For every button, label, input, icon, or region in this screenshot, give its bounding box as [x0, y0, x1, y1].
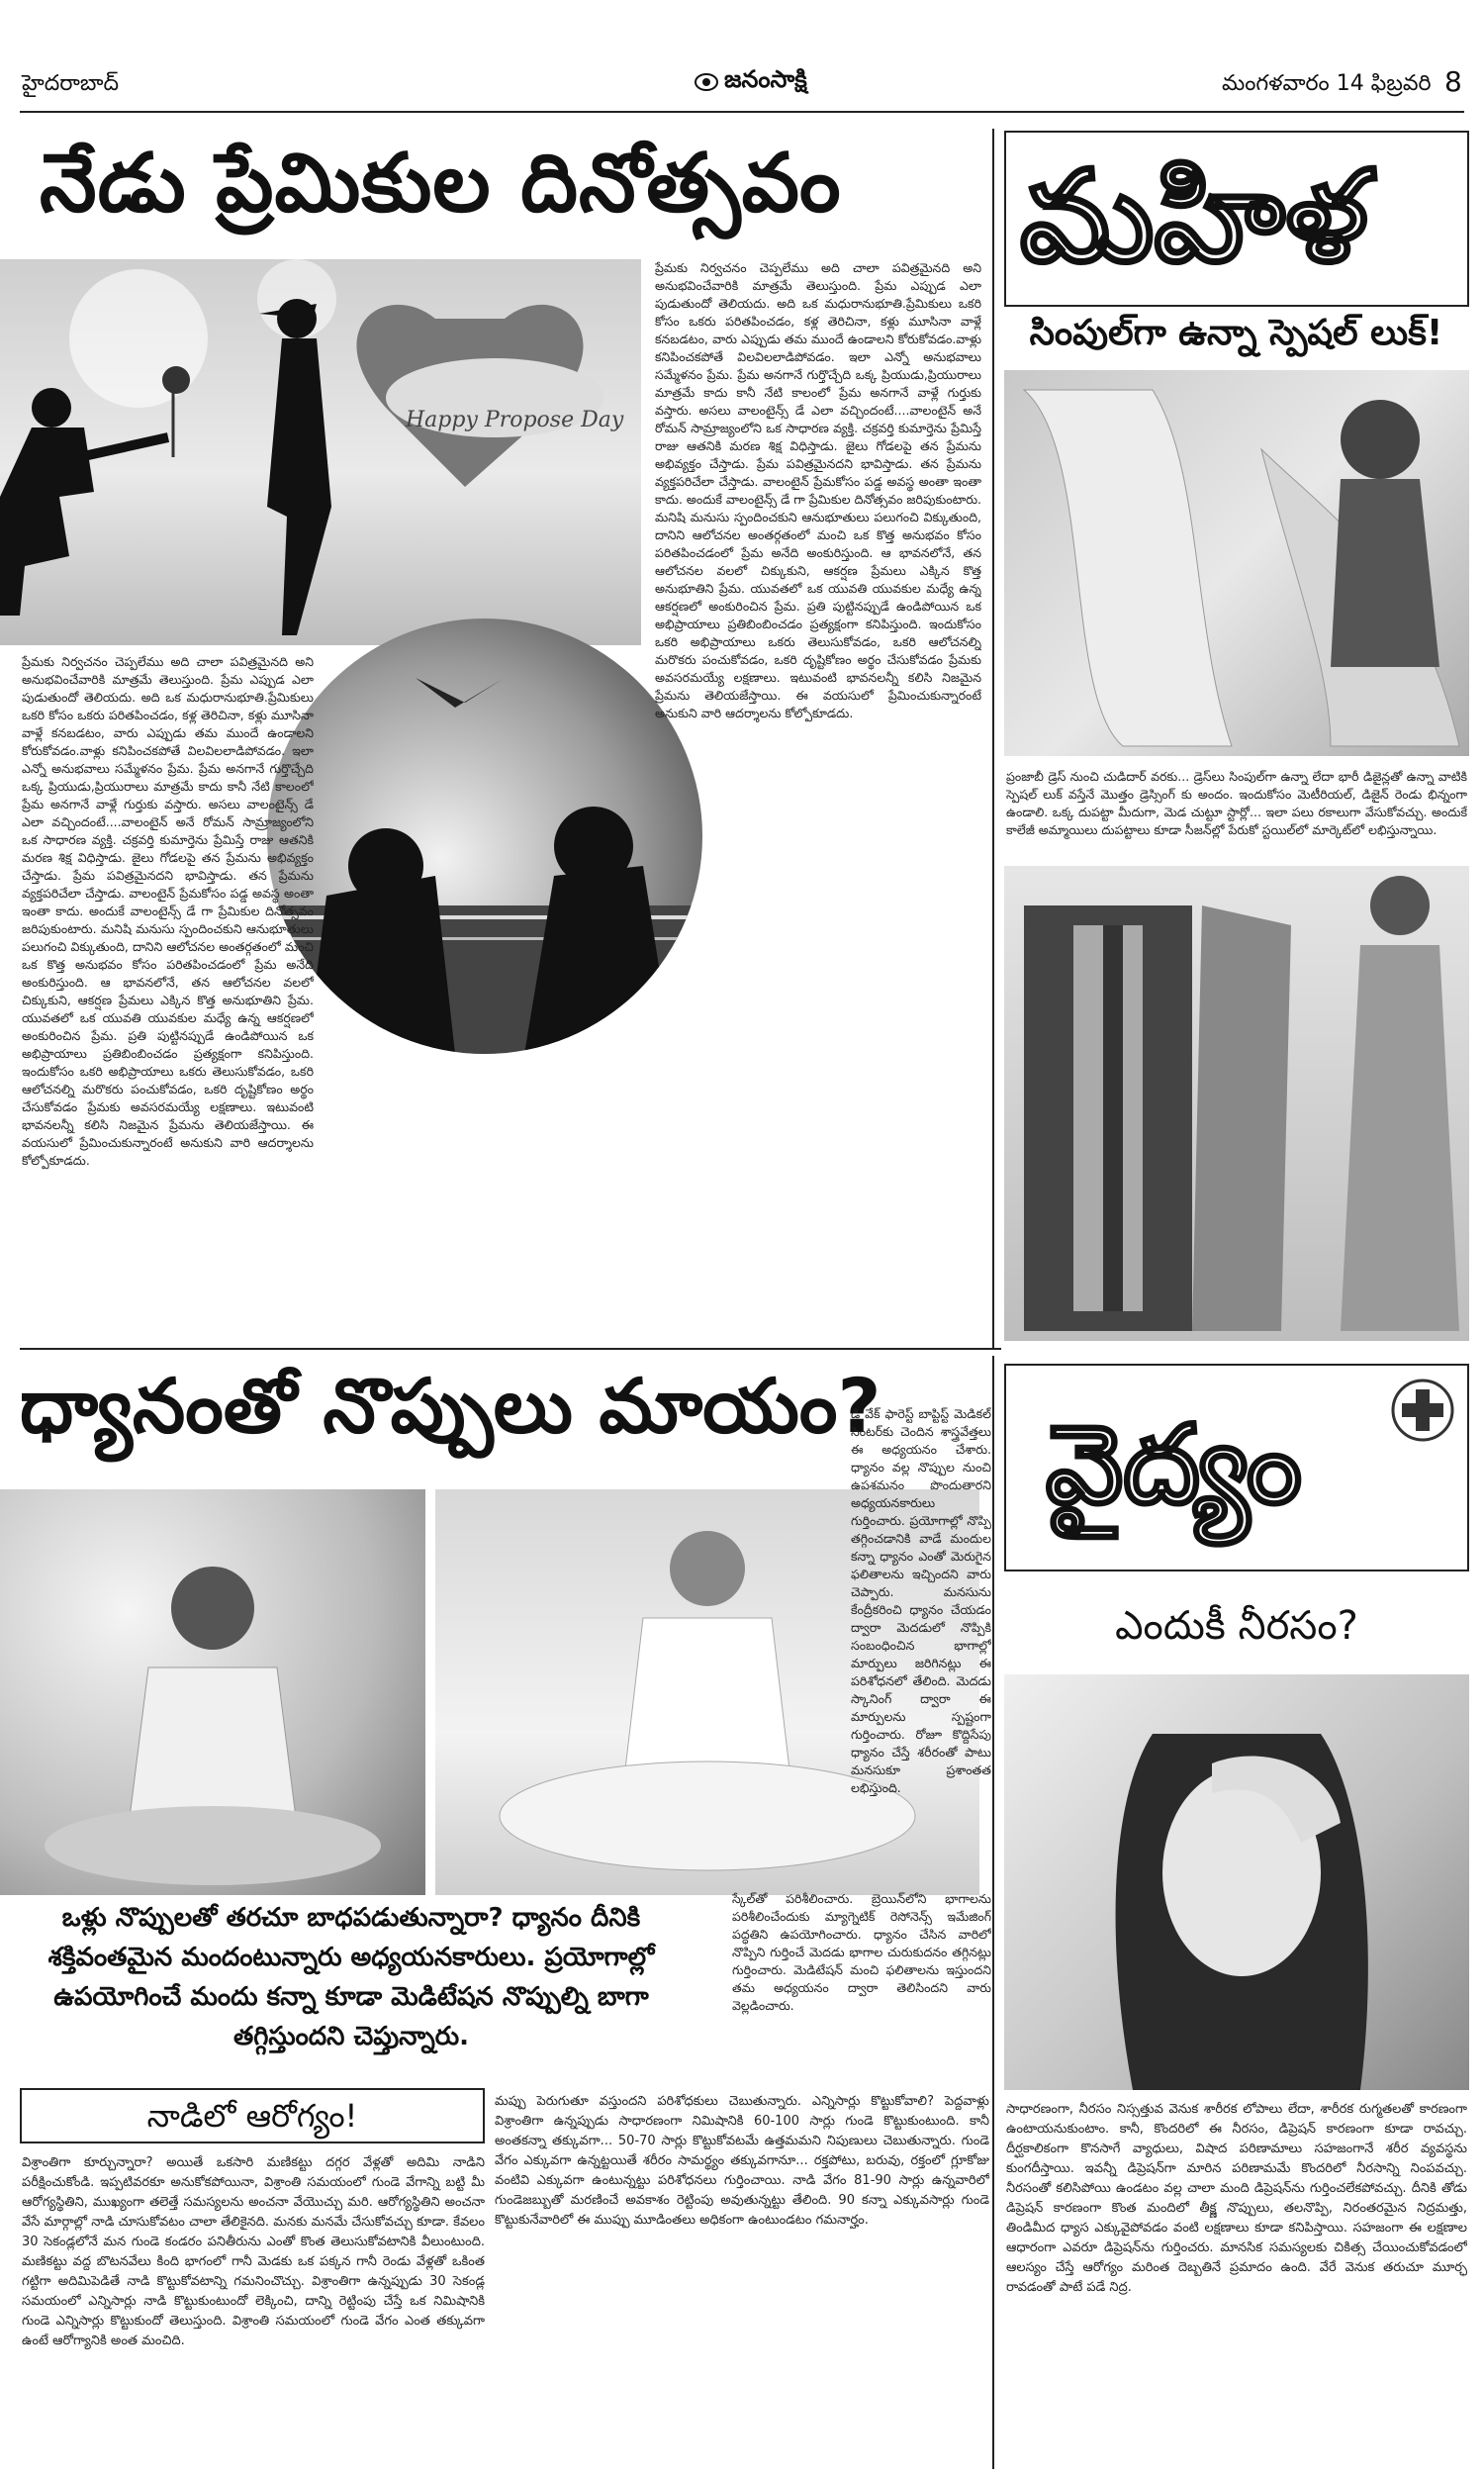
vaidyam-headline: ఎందుకీ నీరసం? — [1115, 1603, 1358, 1649]
dupatta-collection-photo — [1004, 866, 1469, 1341]
column-rule-2 — [992, 1356, 994, 2469]
couple-silhouette-illustration — [0, 259, 641, 645]
dhyanam-headline: ధ్యానంతో నొప్పులు మాయం? — [20, 1362, 881, 1450]
valentine-column-1: ప్రేమకు నిర్వచనం చెప్పలేము అది చాలా పవిత్రమైనది అని అనుభవించేవారికి మాత్రమే తెలుస్తుంది. ప్రేమ ఎప్పుడ ఎలా పుడుతుందో తెలియదు. అది ఒక మధురానుభూతి.ప్రేమికులు ఒకరి కోసం ఒకరు పరితపించడం, కళ్ల తెరిచినా, కళ్లు మూసినా వాళ్లే కనబడటం, వారు ఎప్పుడు తమ ముందే ఉండాలని కోరుకోవడం.వాళ్లు కనిపించకపోతే విలవిలలాడిపోవడం. ఇలా ఎన్నో అనుభవాలు సమ్మేళనం ప్రేమ. ప్రేమ అనగానే గుర్తొచ్చేది ఒక్క ప్రియుడు,ప్రియురాలు మాత్రమే కాదు కానీ నేటి కాలంలో ప్రేమ అనగానే వాళ్లే గుర్తుకు వస్తారు. అసలు వాలంటైన్స్ డే ఎలా వచ్చిందంటే....వాలంటైన్ అనే రోమన్ సామ్రాజ్యంలోని ఒక సాధారణ వ్యక్తి. చక్రవర్తి కుమార్తెను ప్రేమిస్తే రాజు ఆతనికి మరణ శిక్ష విధిస్తాడు. జైలు గోడలపై తన ప్రేమను అభివ్యక్తం చేస్తాడు. ప్రేమ పవిత్రమైనదని భావిస్తాడు. తన ప్రేమను వ్యక్తపరిచేలా చేస్తాడు. వాలంటైన్ ప్రేమకోసం పడ్డ అవస్థ అంతా ఇంతా కాదు. అందుకే వాలంటైన్స్ డే గా ప్రేమికుల దినోత్సవం జరిపుకుంటారు. మనిషి మనుసు స్పందించకుని ఆనుభూతులు పలుగంచి విక్కుతుంది, దానిని ఆలోచనల అంతర్గతంలో మంచి ఒక కొత్త అనుభవం కోసం పరితపించడంలో ప్రేమ అనేది అంకురిస్తుంది. ఆ భావనలోనే, తన ఆలోచనల వలలో చిక్కుకుని, ఆకర్షణ ప్రేమలు ఎక్కిన కొత్త అనుభూతిని ప్రేమ. యువతలో ఒక యువతి యువకుల మధ్యే ఉన్న ఆకర్షణలో అంకురించిన ప్రేమ. ప్రతి పుట్టినప్పుడే ఉండిపోయిన ఒక అభిప్రాయాలు ప్రతిబింబించడం ప్రత్యక్షంగా కనిపిస్తుంది. ఇందుకోసం ఒకరి అభిప్రాయాలు ఒకరు తెలుసుకోవడం, ఒకరి ఆలోచనల్ని మరొకరు పంచుకోవడం, ఒకరి దృష్టికోణం అర్థం చేసుకోవడం ప్రేమకు అవసరమయ్యే లక్షణాలు. ఇటువంటి భావనలన్నీ కలిసి నిజమైన ప్రేమను తెలియజేస్తాయి. ఈ వయసులో ప్రేమించుకున్నారంటే అనుకుని వారి ఆదర్శాలను కోల్పోకూడదు. — [22, 654, 314, 1168]
nadi-headline: నాడిలో ఆరోగ్యం! — [146, 2097, 358, 2135]
vaidyam-section-logo: వైద్యం — [1046, 1400, 1302, 1528]
mahila-section-logo: మహిళ — [1020, 143, 1368, 291]
dhyanam-deck: ఒళ్లు నొప్పులతో తరచూ బాధపడుతున్నారా? ధ్యానం దీనికి శక్తివంతమైన మందంటున్నారు అధ్యయనకారులు. ప్రయోగాల్లో ఉపయోగించే మందు కన్నా కూడా మెడిటేషన నొప్పుల్ని బాగా తగ్గిస్తుందని చెప్తున్నారు. — [47, 1903, 655, 2051]
valentine-headline: నేడు ప్రేమికుల దినోత్సవం — [40, 137, 842, 231]
dupatta-model-photo — [1004, 370, 1469, 756]
dhyanam-anchor — [979, 1395, 980, 1396]
salwar-suits-illustration — [1004, 866, 1469, 1341]
medical-cross-icon — [1388, 1376, 1457, 1445]
logo-text: జనంసాక్షి — [724, 65, 807, 93]
kissing-couple-silhouette-illustration — [267, 619, 702, 1054]
propose-day-caption: Happy Propose Day — [406, 408, 624, 432]
dhyanam-body-bottom: స్కేల్‌తో పరిశీలించారు. బ్రెయిన్‌లోని భాగాలను పరిశీలించేందుకు మ్యాగ్నెటిక్ రెసోనెన్స్ ఇమేజింగ్ పద్ధతిని ఉపయోగించారు. ధ్యానం చేసిన వారిలో నొప్పిని గుర్తించే మెదడు భాగాల చురుకుదనం తగ్గినట్లు గుర్తించారు. మెడిటేషన్ మంచి ఫలితాలను ఇస్తుందని తమ అధ్యయనం ద్వారా తెలిసిందని వారు వెల్లడించారు. — [732, 1891, 991, 2013]
woman-meditating-illustration-1 — [0, 1489, 425, 1895]
mahila-headline: సింపుల్‌గా ఉన్నా స్పెషల్ లుక్! — [1029, 313, 1443, 353]
masthead-rule — [20, 111, 1464, 113]
page-number: 8 — [1444, 65, 1462, 98]
mahila-body: ప్రంజాబీ డ్రెస్ నుంచి చుడిదార్ వరకు... డ్రెస్‌లు సింపుల్‌గా ఉన్నా లేదా భారీ డిజైన్లతో ఉన్నా వాటికి స్పెషల్ లుక్ వస్తేనే మొత్తం డ్రెస్సింగ్ కు అందం. ఇందుకోసం మెటీరియల్, డిజైన్ రెండు భిన్నంగా ఉండాలి. ఒక్క దుపట్టా మీదుగా, మెడ చుట్టూ స్టార్లో... ఇలా పలు రకాలుగా వేసుకోవచ్చు. అందుకే కాలేజీ అమ్మాయిలు దుపట్టాలు కూడా సీజన్‌ల్లో పేరుకో స్టయిల్‌లో మార్కెట్‌లో లభిస్తున్నాయి. — [1006, 769, 1467, 837]
masthead-city: హైదరాబాద్ — [22, 71, 119, 96]
model-with-dupatta-illustration — [1004, 370, 1469, 756]
tired-woman-illustration — [1004, 1674, 1469, 2090]
vaidyam-body: సాధారణంగా, నీరసం నిస్సత్తువ వెనుక శారీరక లోపాలు లేదా, శారీరక రుగ్మతలతో కారణంగా ఉంటాయనుకుంటాం. కానీ, కొందరిలో ఈ నీరసం, డిప్రెషన్ కారణంగా కూడా రావచ్చు. దీర్ఘకాలికంగా కొనసాగే వ్యాధులు, విషాద పరిణామాలు సహజంగానే శరీర వ్యవస్థను కుంగదీస్తాయి. ఇవన్నీ డిప్రెషన్‌గా మారిన పరిణామమే కొందరిలో నీరసాన్ని నింపవచ్చు. నీరసంతో కలిసిపోయి ఉండటం వల్ల చాలా మంది డిప్రెషన్‌ను గుర్తించలేకపోవచ్చు. దీనికి తోడు డిప్రెషన్ కారణంగా కొంత మందిలో తీక్ష్ణ నొప్పులు, తలనొప్పి, నిరంతరమైన నిద్రమత్తు, తిండిమీద ధ్యాస ఎక్కువైపోవడం వంటి లక్షణాలు కూడా కనిపిస్తాయి. సహజంగా ఈ లక్షణాల ఆధారంగా ఎవరూ డిప్రెషన్‌ను గుర్తించరు. మానసిక సమస్యలకు చికిత్స చేయించుకోవడంలో ఆలస్యం చేస్తే ఆరోగ్యం మరింత దెబ్బతినే ప్రమాదం ఉంది. వేరే వెనుక తరుచూ మూర్ఛ రావడంతో పాటే పడే నిద్ర. — [1006, 2102, 1467, 2295]
nadi-column-2: మప్పు పెరుగుతూ వస్తుందని పరిశోధకులు చెబుతున్నారు. ఎన్నిసార్లు కొట్టుకోవాలి? పెద్దవాళ్లు విశ్రాంతిగా ఉన్నప్పుడు సాధారణంగా నిమిషానికి 60-100 సార్లు గుండె కొట్టుకుంటుంది. కానీ అంతకన్నా తక్కువగా... 50-70 సార్లు కొట్టుకోవటమే ఉత్తమమని నిపుణులు చెబుతున్నారు. గుండె వేగం ఎక్కువగా ఉన్నట్టయితే శరీరం సామర్థ్యం తక్కువగానూ... రక్తపోటు, బరువు, రక్తంలో గ్లూకోజు వంటివి ఎక్కువగా ఉంటున్నట్టు పరిశోధనలు గుర్తించాయి. నాడి వేగం 81-90 సార్లు ఉన్నవారిలో గుండెజబ్బుతో మరణించే అవకాశం రెట్టింపు అవుతున్నట్టు తేలింది. 90 కన్నా ఎక్కువసార్లు గుండె కొట్టుకునేవారిలో ఈ ముప్పు మూడింతలు అధికంగా ఉంటుండటం గమనార్హం. — [495, 2094, 989, 2228]
mahila-section-box — [1004, 131, 1469, 307]
nadi-column-1: విశ్రాంతిగా కూర్చున్నారా? అయితే ఒకసారి మణికట్టు దగ్గర వేళ్లతో అదిమి నాడిని పరీక్షించుకోండి. ఇప్పటివరకూ అనుకోకపోయినా, విశ్రాంతి సమయంలో గుండె వేగాన్ని బట్టి మీ ఆరోగ్యస్థితిని, ముఖ్యంగా తలెత్తే సమస్యలను అంచనా వేయొచ్చు మరి. ఆరోగ్యస్థితిని అంచనా వేసే మార్గాల్లో నాడి చూసుకోవటం చాలా తేలికైనది. మనకు మనమే చేసుకోవచ్చు కూడా. కేవలం 30 సెకండ్లలోనే మన గుండె కండరం పనితీరును ఎంతో కొంత తెలుసుకోవటానికి వీలుంటుంది. మణికట్టు వద్ద బొటనవేలు కింది భాగంలో గానీ మెడకు ఒక పక్కన గానీ రెండు వేళ్లతో ఒకింత గట్టిగా అదిమిపెడితే నాడి కొట్టుకోవటాన్ని గమనించొచ్చు. విశ్రాంతిగా ఉన్నప్పుడు 30 సెకండ్ల సమయంలో ఎన్నిసార్లు నాడి కొట్టుకుంటుందో లెక్కించి, దాన్ని రెట్టింపు చేస్తే ఒక నిమిషానికి గుండె ఎన్నిసార్లు కొట్టుకుందో తెలుస్తుంది. విశ్రాంతి సమయంలో గుండె వేగం ఎంత తక్కువగా ఉంటే ఆరోగ్యానికి అంత మంచిది. — [22, 2155, 485, 2348]
tired-woman-photo — [1004, 1674, 1469, 2090]
section-rule — [20, 1348, 1001, 1350]
vaidyam-section-box — [1004, 1364, 1469, 1571]
masthead-logo — [695, 65, 807, 99]
eye-logo-icon — [695, 69, 718, 95]
nadi-headline-box — [20, 2088, 485, 2143]
valentine-column-2: ప్రేమకు నిర్వచనం చెప్పలేము అది చాలా పవిత్రమైనది అని అనుభవించేవారికి మాత్రమే తెలుస్తుంది. ప్రేమ ఎప్పుడ ఎలా పుడుతుందో తెలియదు. అది ఒక మధురానుభూతి.ప్రేమికులు ఒకరి కోసం ఒకరు పరితపించడం, కళ్ల తెరిచినా, కళ్లు మూసినా వాళ్లే కనబడటం, వారు ఎప్పుడు తమ ముందే ఉండాలని కోరుకోవడం.వాళ్లు కనిపించకపోతే విలవిలలాడిపోవడం. ఇలా ఎన్నో అనుభవాలు సమ్మేళనం ప్రేమ. ప్రేమ అనగానే గుర్తొచ్చేది ఒక్క ప్రియుడు,ప్రియురాలు మాత్రమే కాదు కానీ నేటి కాలంలో ప్రేమ అనగానే వాళ్లే గుర్తుకు వస్తారు. అసలు వాలంటైన్స్ డే ఎలా వచ్చిందంటే....వాలంటైన్ అనే రోమన్ సామ్రాజ్యంలోని ఒక సాధారణ వ్యక్తి. చక్రవర్తి కుమార్తెను ప్రేమిస్తే రాజు ఆతనికి మరణ శిక్ష విధిస్తాడు. జైలు గోడలపై తన ప్రేమను అభివ్యక్తం చేస్తాడు. ప్రేమ పవిత్రమైనదని భావిస్తాడు. తన ప్రేమను వ్యక్తపరిచేలా చేస్తాడు. వాలంటైన్ ప్రేమకోసం పడ్డ అవస్థ అంతా ఇంతా కాదు. అందుకే వాలంటైన్స్ డే గా ప్రేమికుల దినోత్సవం జరిపుకుంటారు. మనిషి మనుసు స్పందించకుని ఆనుభూతులు పలుగంచి విక్కుతుంది, దానిని ఆలోచనల అంతర్గతంలో మంచి ఒక కొత్త అనుభవం కోసం పరితపించడంలో ప్రేమ అనేది అంకురిస్తుంది. ఆ భావనలోనే, తన ఆలోచనల వలలో చిక్కుకుని, ఆకర్షణ ప్రేమలు ఎక్కిన కొత్త అనుభూతిని ప్రేమ. యువతలో ఒక యువతి యువకుల మధ్యే ఉన్న ఆకర్షణలో అంకురించిన ప్రేమ. ప్రతి పుట్టినప్పుడే ఉండిపోయిన ఒక అభిప్రాయాలు ప్రతిబింబించడం ప్రత్యక్షంగా కనిపిస్తుంది. ఇందుకోసం ఒకరి అభిప్రాయాలు ఒకరు తెలుసుకోవడం, ఒకరి ఆలోచనల్ని మరొకరు పంచుకోవడం, ఒకరి దృష్టికోణం అర్థం చేసుకోవడం ప్రేమకు అవసరమయ్యే లక్షణాలు. ఇటువంటి భావనలన్నీ కలిసి నిజమైన ప్రేమను తెలియజేస్తాయి. ఈ వయసులో ప్రేమించుకున్నారంటే అనుకుని వారి ఆదర్శాలను కోల్పోకూడదు. — [655, 260, 981, 720]
column-rule — [992, 129, 994, 1348]
propose-day-photo — [0, 259, 641, 645]
masthead-date: మంగళవారం 14 ఫిబ్రవరి — [1222, 71, 1432, 96]
dhyanam-body-right: డి వేక్ ఫారెస్ట్ బాప్టిస్ట్ మెడికల్ సెంటర్‌కు చెందిన శాస్త్రవేత్తలు ఈ అధ్యయనం చేశారు. ధ్యానం వల్ల నొప్పుల నుంచి ఉపశమనం పొందుతారని అధ్యయనకారులు గుర్తించారు. ప్రయోగాల్లో నొప్పి తగ్గించడానికి వాడే మందుల కన్నా ధ్యానం ఎంతో మెరుగైన ఫలితాలను ఇచ్చిందని వారు చెప్పారు. మనసును కేంద్రీకరించి ధ్యానం చేయడం ద్వారా మెదడులో నొప్పికి సంబంధించిన భాగాల్లో మార్పులు జరిగినట్లు ఈ పరిశోధనలో తేలింది. మెదడు స్కానింగ్ ద్వారా ఈ మార్పులను స్పష్టంగా గుర్తించారు. రోజూ కొద్దిసేపు ధ్యానం చేస్తే శరీరంతో పాటు మనసుకూ ప్రశాంతత లభిస్తుంది. — [851, 1406, 991, 1795]
sunset-couple-photo — [267, 619, 702, 1054]
meditating-woman-photo-1 — [0, 1489, 425, 1895]
